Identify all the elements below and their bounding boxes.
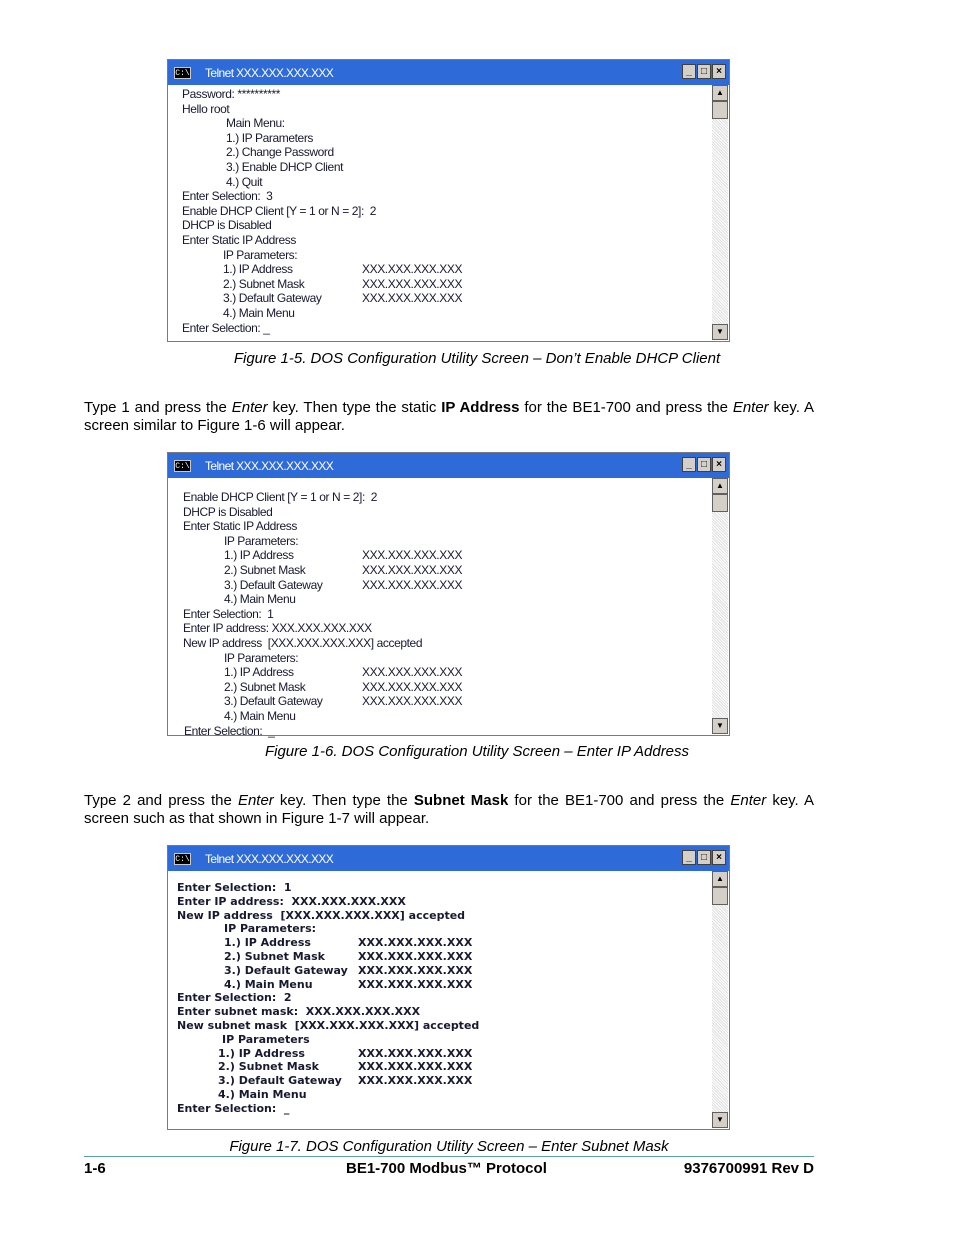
maximize-icon[interactable]: □ [697, 64, 711, 79]
close-icon[interactable]: × [712, 850, 726, 865]
scrollbar[interactable] [712, 871, 728, 1128]
window-title: Telnet XXX.XXX.XXX.XXX [205, 851, 334, 866]
console-line: 2.) Change Password [226, 145, 334, 160]
console-line: New IP address [XXX.XXX.XXX.XXX] accepted [177, 908, 466, 922]
console-value: XXX.XXX.XXX.XXX [362, 276, 463, 291]
console-line: DHCP is Disabled [182, 218, 272, 233]
console-value: XXX.XXX.XXX.XXX [358, 977, 473, 991]
console-line: 2.) Subnet Mask [218, 1060, 319, 1074]
console-line: IP Parameters: [223, 247, 298, 262]
console-line: Password: ********** [182, 87, 281, 101]
footer-page-number: 1-6 [84, 1160, 106, 1177]
console-line: 1.) IP Parameters [226, 130, 314, 145]
scroll-up-icon[interactable]: ▲ [712, 478, 728, 494]
console-value: XXX.XXX.XXX.XXX [362, 548, 463, 563]
paragraph-ip-address: Type 1 and press the Enter key. Then type the static IP Address for the BE1-700 and press the Enter key. A screen similar to Figure 1-6 will appear. [84, 399, 814, 434]
console-icon: C:\ [175, 68, 190, 78]
scrollbar[interactable] [712, 85, 728, 340]
minimize-icon[interactable]: _ [682, 850, 696, 865]
console-line: Enter IP address: XXX.XXX.XXX.XXX [183, 621, 372, 636]
console-line: 1.) IP Address [223, 262, 293, 277]
console-output [168, 478, 711, 738]
console-line: Main Menu: [226, 116, 285, 131]
console-line: Enable DHCP Client [Y = 1 or N = 2]: 2 [183, 490, 378, 504]
console-line: Enter Selection: _ [182, 320, 270, 335]
figure-caption-1-5: Figure 1-5. DOS Configuration Utility Screen – Don’t Enable DHCP Client [233, 350, 721, 367]
scroll-down-icon[interactable]: ▼ [712, 1112, 728, 1128]
title-bar[interactable] [168, 453, 729, 478]
console-line: Enter subnet mask: XXX.XXX.XXX.XXX [177, 1005, 421, 1019]
console-line: 4.) Main Menu [223, 306, 295, 320]
console-value: XXX.XXX.XXX.XXX [362, 563, 463, 577]
console-line: Hello root [182, 101, 230, 116]
figure-caption-1-6: Figure 1-6. DOS Configuration Utility Screen – Enter IP Address [264, 743, 690, 760]
console-line: 4.) Main Menu [224, 592, 296, 607]
console-line: IP Parameters: [224, 533, 299, 548]
console-value: XXX.XXX.XXX.XXX [358, 936, 473, 950]
console-line: IP Parameters: [224, 650, 299, 665]
maximize-icon[interactable]: □ [697, 457, 711, 472]
console-line: 3.) Default Gateway [224, 577, 323, 592]
console-value: XXX.XXX.XXX.XXX [358, 950, 473, 963]
console-value: XXX.XXX.XXX.XXX [362, 665, 463, 680]
console-line: 2.) Subnet Mask [224, 563, 306, 577]
telnet-window-1 [167, 59, 730, 342]
console-value: XXX.XXX.XXX.XXX [362, 577, 463, 592]
minimize-icon[interactable]: _ [682, 64, 696, 79]
console-icon: C:\ [175, 854, 190, 864]
telnet-window-2 [167, 452, 730, 736]
console-output [168, 871, 711, 1129]
console-line: 1.) IP Address [218, 1046, 305, 1060]
telnet-window-3 [167, 845, 730, 1130]
close-icon[interactable]: × [712, 64, 726, 79]
console-line: 3.) Default Gateway [218, 1074, 342, 1088]
figure-caption-1-7: Figure 1-7. DOS Configuration Utility Screen – Enter Subnet Mask [229, 1138, 669, 1155]
scroll-up-icon[interactable]: ▲ [712, 871, 728, 887]
scroll-down-icon[interactable]: ▼ [712, 718, 728, 734]
console-value: XXX.XXX.XXX.XXX [362, 291, 463, 306]
footer-rule [84, 1156, 814, 1157]
scroll-up-icon[interactable]: ▲ [712, 85, 728, 101]
footer-title: BE1-700 Modbus™ Protocol [346, 1160, 547, 1177]
scroll-down-icon[interactable]: ▼ [712, 324, 728, 340]
console-line: 3.) Default Gateway [224, 963, 348, 977]
console-value: XXX.XXX.XXX.XXX [362, 679, 463, 694]
console-line: IP Parameters [222, 1032, 310, 1046]
console-line: 4.) Quit [226, 174, 263, 189]
console-line: 1.) IP Address [224, 665, 294, 680]
console-line: Enter Selection: 1 [183, 606, 274, 621]
scrollbar[interactable] [712, 478, 728, 734]
console-line: New IP address [XXX.XXX.XXX.XXX] accepted [183, 636, 423, 650]
console-line: 1.) IP Address [224, 548, 294, 563]
scroll-thumb[interactable] [712, 887, 728, 905]
scroll-thumb[interactable] [712, 101, 728, 119]
console-line: Enter IP address: XXX.XXX.XXX.XXX [177, 894, 406, 908]
console-line: 3.) Default Gateway [224, 694, 323, 709]
paragraph-subnet-mask: Type 2 and press the Enter key. Then type the Subnet Mask for the BE1-700 and press the Enter key. A screen such as that shown in Figure 1-7 will appear. [84, 792, 815, 827]
console-line: 4.) Main Menu [224, 977, 313, 991]
console-line: 4.) Main Menu [218, 1088, 307, 1101]
console-line: 3.) Enable DHCP Client [226, 160, 344, 174]
console-line: 2.) Subnet Mask [223, 276, 305, 291]
console-value: XXX.XXX.XXX.XXX [358, 963, 473, 977]
console-line: Enter Selection: 2 [177, 991, 292, 1005]
console-value: XXX.XXX.XXX.XXX [362, 262, 463, 277]
console-line: Enter Selection: _ [184, 723, 275, 738]
title-bar[interactable] [168, 60, 729, 85]
console-line: 4.) Main Menu [224, 709, 296, 723]
console-value: XXX.XXX.XXX.XXX [358, 1046, 473, 1060]
console-value: XXX.XXX.XXX.XXX [358, 1074, 473, 1088]
window-title: Telnet XXX.XXX.XXX.XXX [205, 65, 334, 80]
footer-doc-number: 9376700991 Rev D [683, 1160, 814, 1177]
console-value: XXX.XXX.XXX.XXX [358, 1060, 473, 1074]
scroll-thumb[interactable] [712, 494, 728, 512]
console-line: 2.) Subnet Mask [224, 950, 325, 963]
console-line: 1.) IP Address [224, 936, 311, 950]
minimize-icon[interactable]: _ [682, 457, 696, 472]
console-output [168, 85, 711, 341]
console-line: Enter Selection: 3 [182, 189, 273, 204]
console-line: Enter Selection: _ [177, 1101, 290, 1115]
console-line: New subnet mask [XXX.XXX.XXX.XXX] accepted [177, 1019, 480, 1032]
maximize-icon[interactable]: □ [697, 850, 711, 865]
console-line: Enter Static IP Address [183, 519, 297, 534]
console-icon: C:\ [175, 461, 190, 471]
console-line: Enter Selection: 1 [177, 881, 292, 894]
console-line: 2.) Subnet Mask [224, 679, 306, 694]
title-bar[interactable] [168, 846, 729, 871]
window-title: Telnet XXX.XXX.XXX.XXX [205, 458, 334, 473]
console-value: XXX.XXX.XXX.XXX [362, 694, 463, 709]
console-line: Enter Static IP Address [182, 233, 296, 247]
close-icon[interactable]: × [712, 457, 726, 472]
console-line: DHCP is Disabled [183, 504, 273, 519]
console-line: 3.) Default Gateway [223, 291, 322, 306]
console-line: IP Parameters: [224, 922, 317, 936]
console-line: Enable DHCP Client [Y = 1 or N = 2]: 2 [182, 203, 377, 218]
